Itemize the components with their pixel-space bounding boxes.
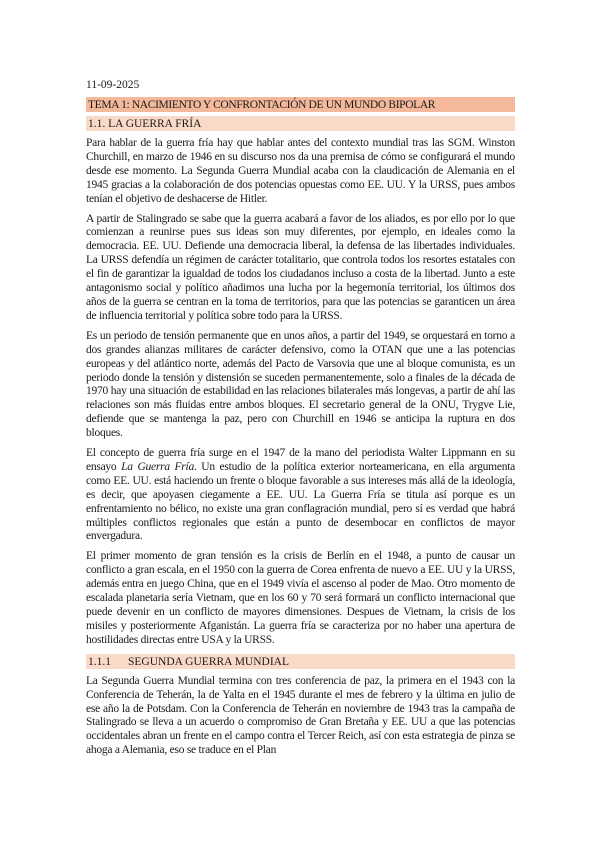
subsection-title: SEGUNDA GUERRA MUNDIAL xyxy=(128,655,290,668)
section-heading: 1.1. LA GUERRA FRÍA xyxy=(86,116,515,131)
document-date: 11-09-2025 xyxy=(86,79,140,91)
document-page xyxy=(86,78,515,764)
subsection-heading xyxy=(86,654,515,669)
essay-title: La Guerra Fría xyxy=(121,460,194,473)
chapter-heading: TEMA 1: NACIMIENTO Y CONFRONTACIÓN DE UN MUNDO BIPOLAR xyxy=(86,97,515,112)
paragraph-text: El concepto de guerra fría surge en el 1947 de la mano del periodista Walter Lippmann en su ensayo xyxy=(86,447,515,473)
paragraph: La Segunda Guerra Mundial termina con tres conferencia de paz, la primera en el 1943 con la Conferencia de Teherán, la de Yalta en el 1945 durante el mes de febrero y la última en julio de ese año la de Potsdam. Con la Conferencia de Teherán en noviembre de 1943 tras la campaña de Stalingrado se lleva a un acuerdo o compromiso de Gran Bretaña y EE. UU a que las potencias occidentales abran un frente en el campo contra el Tercer Reich, así con esta estrategia de pinza se ahoga a Alemania, eso se traduce en el Plan xyxy=(86,674,515,757)
paragraph-text: . Un estudio de la política exterior norteamericana, en ella argumenta como EE. UU. está haciendo un frente o bloque favorable a sus intereses más allá de la ideología, es decir, que apoyasen ciegamente a EE. UU. La Guerra Fría se titula así porque es un enfrentamiento no bélico, no existe una gran conflagración mundial, pero sí es verdad que habrá múltiples conflictos regionales que están a punto de desembocar en conflictos de mayor envergadura. xyxy=(86,460,516,543)
paragraph: El primer momento de gran tensión es la crisis de Berlín en el 1948, a punto de causar un conflicto a gran escala, en el 1950 con la guerra de Corea enfrenta de nuevo a EE. UU y la URSS, además entra en juego China, que en el 1949 vivía el ascenso al poder de Mao. Otro momento de escalada planetaria sería Vietnam, que en los 60 y 70 será formará un conflicto internacional que puede devenir en un conflicto de mayores dimensiones. Despues de Vietnam, la crisis de los misiles y posteriormente Afganistán. La guerra fría se caracteriza por no haber una apertura de hostilidades directas entre USA y la URSS. xyxy=(86,550,515,646)
subsection-number: 1.1.1 xyxy=(88,655,111,668)
paragraph: A partir de Stalingrado se sabe que la guerra acabará a favor de los aliados, es por ello por lo que comienzan a reunirse pues sus ideas son muy diferentes, por ejemplo, en ideales como la democracia. EE. UU. Defiende una democracia liberal, la defensa de las libertades individuales. La URSS defendía un régimen de carácter totalitario, que controla todos los resortes estatales con el fin de garantizar la igualdad de todos los ciudadanos incluso a costa de la libertad. Junto a este antagonismo social y político añadimos una lucha por la hegemonía territorial, los últimos dos años de la guerra se centran en la toma de territorios, para que las potencias se garanticen un área de influencia territorial y política sobre todo para la URSS. xyxy=(86,212,515,322)
paragraph: Es un periodo de tensión permanente que en unos años, a partir del 1949, se orquestará en torno a dos grandes alianzas militares de carácter defensivo, como la OTAN que une a las potencias europeas y del atlántico norte, además del Pacto de Varsovia que une al bloque comunista, es un periodo donde la tensión y distensión se suceden permanentemente, solo a finales de la década de 1970 hay una situación de estabilidad en las relaciones bilaterales más longevas, a partir de ahí las relaciones son más fluidas entre ambos bloques. El secretario general de la ONU, Trygve Lie, defiende que se mantenga la paz, pero con Churchill en 1946 se anticipa la ruptura en dos bloques. xyxy=(86,329,515,440)
paragraph: Para hablar de la guerra fría hay que hablar antes del contexto mundial tras las SGM. Winston Churchill, en marzo de 1946 en su discurso nos da una premisa de cómo se configurará el mundo desde ese momento. La Segunda Guerra Mundial acaba con la claudicación de Alemania en el 1945 gracias a la colaboración de dos potencias opuestas como EE. UU. Y la URSS, pues ambos tenían el objetivo de deshacerse de Hitler. xyxy=(86,137,515,205)
paragraph xyxy=(86,447,515,544)
